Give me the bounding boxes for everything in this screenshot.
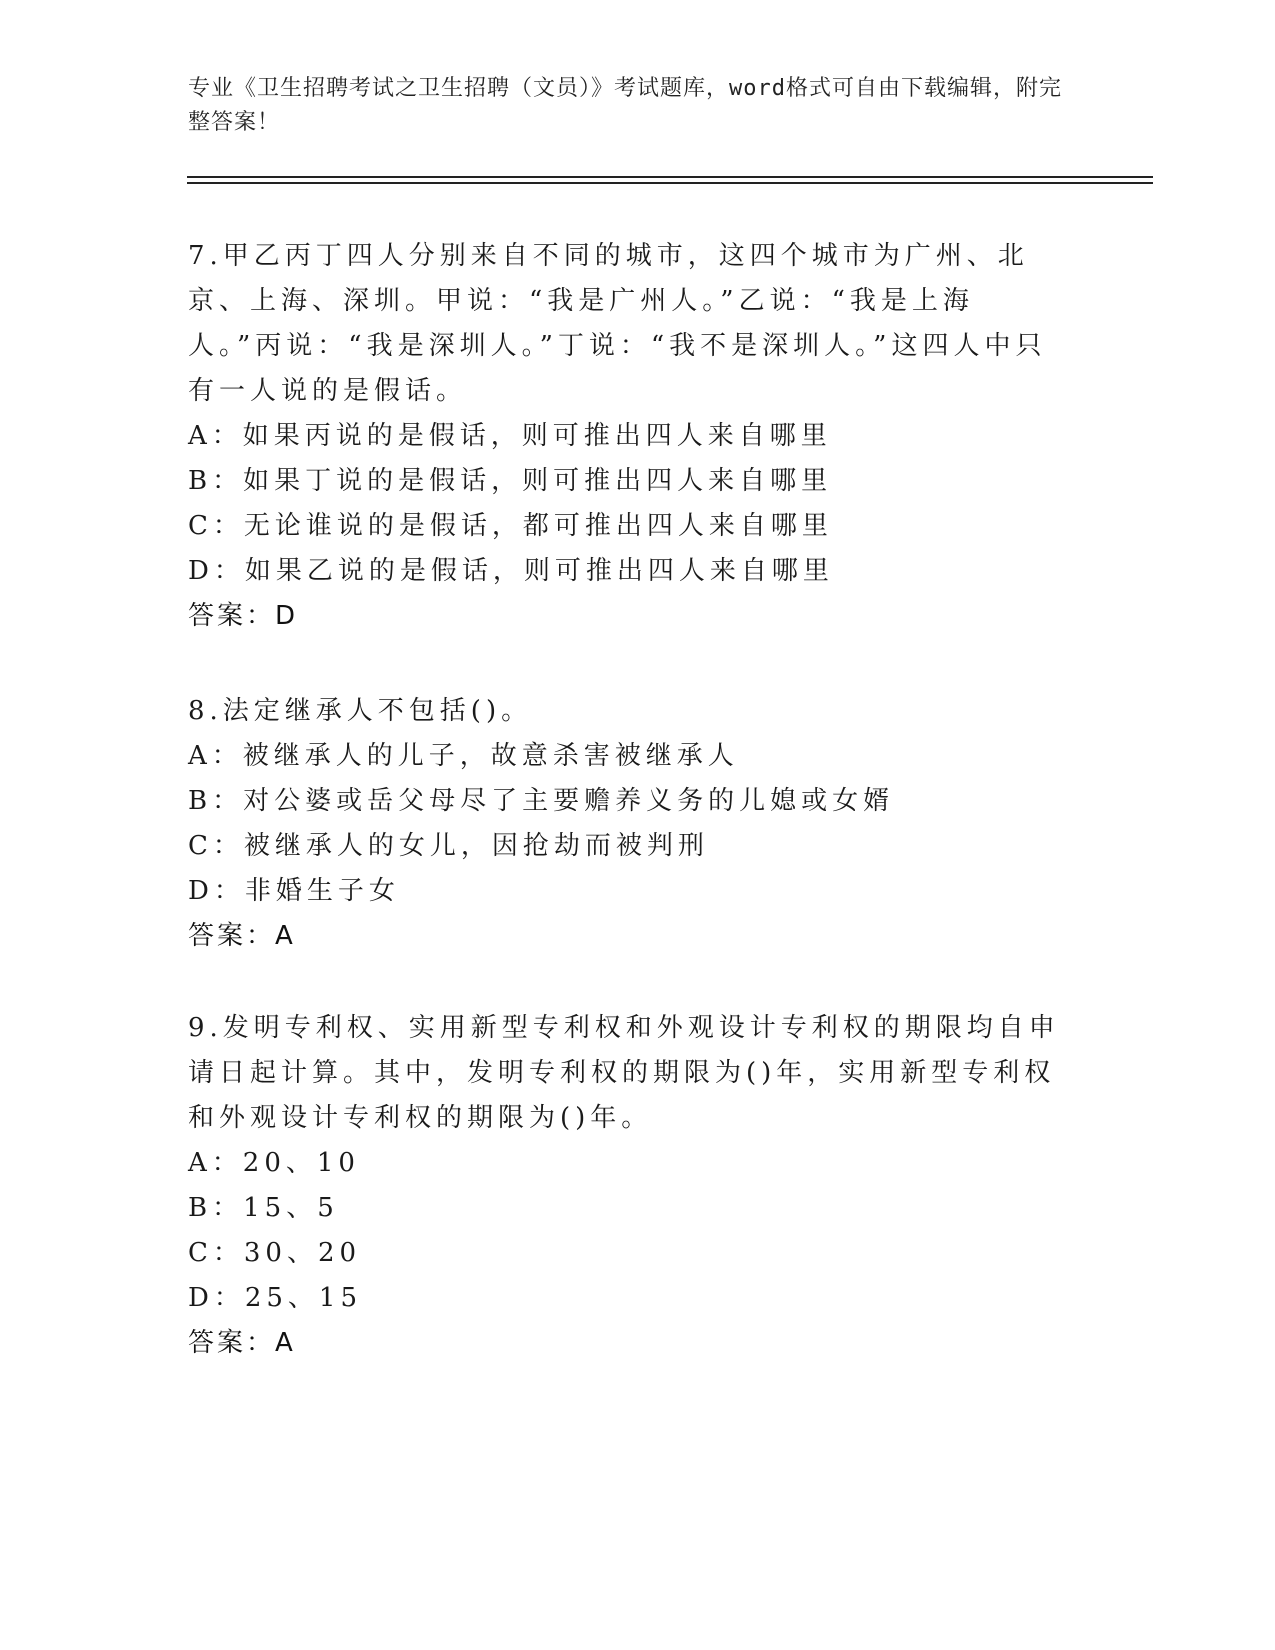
question-7 — [188, 234, 1068, 639]
option-a: A：20、10 — [188, 1148, 360, 1178]
option-c: C：被继承人的女儿，因抢劫而被判刑 — [188, 831, 709, 861]
option-a: A：如果丙说的是假话，则可推出四人来自哪里 — [188, 421, 832, 451]
option-a: A：被继承人的儿子，故意杀害被继承人 — [188, 741, 739, 771]
question-stem: 9.发明专利权、实用新型专利权和外观设计专利权的期限均自申请日起计算。其中，发明专利权的期限为()年，实用新型专利权和外观设计专利权的期限为()年。 — [188, 1013, 1060, 1133]
question-9 — [188, 1006, 1068, 1366]
option-b: B：15、5 — [188, 1193, 339, 1223]
answer-line: 答案：A — [188, 1328, 296, 1358]
option-d: D：非婚生子女 — [188, 876, 400, 906]
option-d: D：如果乙说的是假话，则可推出四人来自哪里 — [188, 556, 834, 586]
option-c: C：30、20 — [188, 1238, 362, 1268]
option-c: C：无论谁说的是假话，都可推出四人来自哪里 — [188, 511, 833, 541]
answer-line: 答案：A — [188, 921, 296, 951]
question-stem: 7.甲乙丙丁四人分别来自不同的城市，这四个城市为广州、北京、上海、深圳。甲说：“我是广州人。”乙说：“我是上海人。”丙说：“我是深圳人。”丁说：“我不是深圳人。”这四人中只有一人说的是假话。 — [188, 241, 1047, 406]
option-b: B：对公婆或岳父母尽了主要赡养义务的儿媳或女婿 — [188, 786, 895, 816]
question-stem: 8.法定继承人不包括()。 — [188, 696, 533, 726]
header-divider-top — [187, 176, 1153, 178]
answer-line: 答案：D — [188, 601, 299, 631]
option-d: D：25、15 — [188, 1283, 363, 1313]
document-header: 专业《卫生招聘考试之卫生招聘（文员）》考试题库，word格式可自由下载编辑，附完整答案！ — [188, 76, 1062, 135]
header-divider-bottom — [187, 182, 1153, 184]
question-8 — [188, 689, 1068, 959]
option-b: B：如果丁说的是假话，则可推出四人来自哪里 — [188, 466, 833, 496]
